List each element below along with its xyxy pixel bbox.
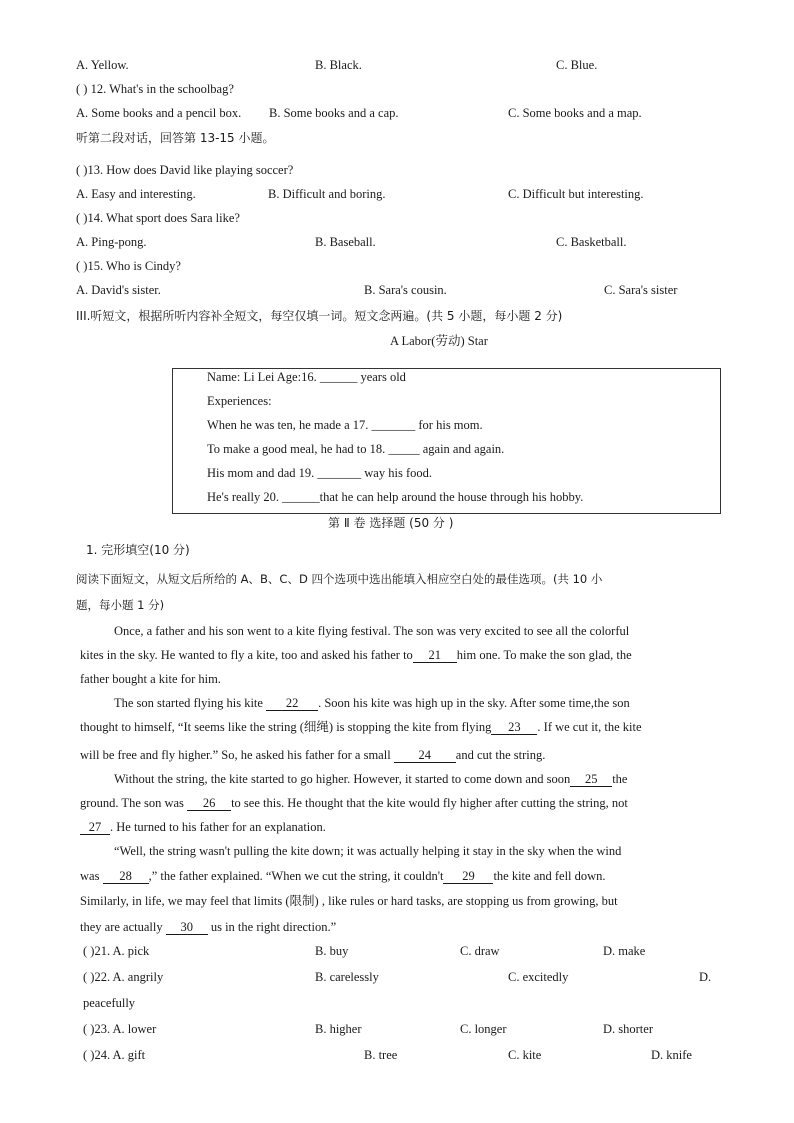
q12-option-b: B. Some books and a cap. [269,106,399,120]
q23-option-c: C. longer [460,1022,507,1036]
q21-stem: ( )21. A. pick [83,944,150,958]
q14-option-c: C. Basketball. [556,235,627,249]
q15-option-c: C. Sara's sister [604,283,678,297]
q13-stem: ( )13. How does David like playing soccer? [76,163,294,177]
q12-stem: ( ) 12. What's in the schoolbag? [76,82,234,96]
q22-option-c: C. excitedly [508,970,569,984]
q21-option-b: B. buy [315,944,349,958]
blank-21: 21 [413,648,457,663]
q14-option-b: B. Baseball. [315,235,376,249]
passage-p2-line1: The son started flying his kite 22 . Soon his kite was high up in the sky. After some time,the son [114,696,630,710]
passage-p1-line2: kites in the sky. He wanted to fly a kite, too and asked his father to 21 him one. To make the son glad, the [80,648,632,662]
q24-stem: ( )24. A. gift [83,1048,146,1062]
box-line-18: To make a good meal, he had to 18. _____ again and again. [207,442,505,456]
q23-stem: ( )23. A. lower [83,1022,157,1036]
passage-p4-line3: Similarly, in life, we may feel that limits (限制) , like rules or hard tasks, are stopping us from growing, but [80,894,618,908]
dialog2-note: 听第二段对话，回答第 13-15 小题。 [76,131,275,145]
q13-option-c: C. Difficult but interesting. [508,187,644,201]
passage-p1-line1: Once, a father and his son went to a kite flying festival. The son was very excited to see all the colorful [114,624,630,638]
passage-p2-line2: thought to himself, “It seems like the string (细绳) is stopping the kite from flying 23 . If we cut it, the kite [80,720,642,734]
box-line-experiences: Experiences: [207,394,272,408]
blank-25: 25 [570,772,612,787]
q23-option-b: B. higher [315,1022,362,1036]
passage-p4-line1: “Well, the string wasn't pulling the kite down; it was actually helping it stay in the sky when the wind [114,844,622,858]
box-line-20: He's really 20. ______that he can help around the house through his hobby. [207,490,584,504]
q21-option-c: C. draw [460,944,500,958]
q11-option-c: C. Blue. [556,58,598,72]
passage-p4-line4: they are actually 30 us in the right direction.” [80,920,337,934]
passage-p3-line1: Without the string, the kite started to go higher. However, it started to come down and soon 25 the [114,772,628,786]
q22-option-b: B. carelessly [315,970,379,984]
box-line-17: When he was ten, he made a 17. _______ for his mom. [207,418,483,432]
q22-option-d: D. [699,970,712,984]
q22-option-d-wrap: peacefully [83,996,136,1010]
fill-in-table [172,368,721,514]
q11-option-a: A. Yellow. [76,58,129,72]
passage-p1-line3: father bought a kite for him. [80,672,221,686]
box-line-19: His mom and dad 19. _______ way his food. [207,466,432,480]
box-line-name: Name: Li Lei Age:16. ______ years old [207,370,406,384]
cloze-instruction: 阅读下面短文，从短文后所给的 A、B、C、D 四个选项中选出能填入相应空白处的最佳选项。(共 10 小 [76,572,603,586]
q15-stem: ( )15. Who is Cindy? [76,259,181,273]
passage-p3-line3: 27 . He turned to his father for an explanation. [80,819,326,835]
cloze-title: 1. 完形填空(10 分) [86,543,190,557]
passage-p3-line2: ground. The son was 26 to see this. He thought that the kite would fly higher after cutting the string, not [80,796,628,810]
q13-option-b: B. Difficult and boring. [268,187,386,201]
q13-option-a: A. Easy and interesting. [76,187,196,201]
q23-option-d: D. shorter [603,1022,653,1036]
part2-title: 第 Ⅱ 卷 选择题 (50 分 ) [328,516,454,530]
blank-24: 24 [394,748,456,763]
blank-28: 28 [103,869,149,884]
blank-26: 26 [187,796,231,811]
blank-27: 27 [80,820,110,835]
q24-option-b: B. tree [364,1048,398,1062]
q15-option-b: B. Sara's cousin. [364,283,447,297]
q24-option-c: C. kite [508,1048,542,1062]
blank-30: 30 [166,920,208,935]
passage-p2-line3: will be free and fly higher.” So, he asked his father for a small 24 and cut the string. [80,748,546,762]
q12-option-a: A. Some books and a pencil box. [76,106,242,120]
q11-option-b: B. Black. [315,58,362,72]
section3-title: A Labor(劳动) Star [390,334,488,348]
q21-option-d: D. make [603,944,646,958]
blank-23: 23 [491,720,537,735]
q15-option-a: A. David's sister. [76,283,161,297]
section3-heading: III.听短文，根据所听内容补全短文，每空仅填一词。短文念两遍。(共 5 小题，每小题 2 分) [76,309,563,323]
q14-option-a: A. Ping-pong. [76,235,147,249]
q22-stem: ( )22. A. angrily [83,970,164,984]
q14-stem: ( )14. What sport does Sara like? [76,211,240,225]
passage-p4-line2: was 28 ,” the father explained. “When we cut the string, it couldn't 29 the kite and fell down. [80,869,606,883]
blank-29: 29 [443,869,493,884]
cloze-instruction-cont: 题，每小题 1 分) [76,598,165,612]
blank-22: 22 [266,696,318,711]
q24-option-d: D. knife [651,1048,692,1062]
q12-option-c: C. Some books and a map. [508,106,642,120]
